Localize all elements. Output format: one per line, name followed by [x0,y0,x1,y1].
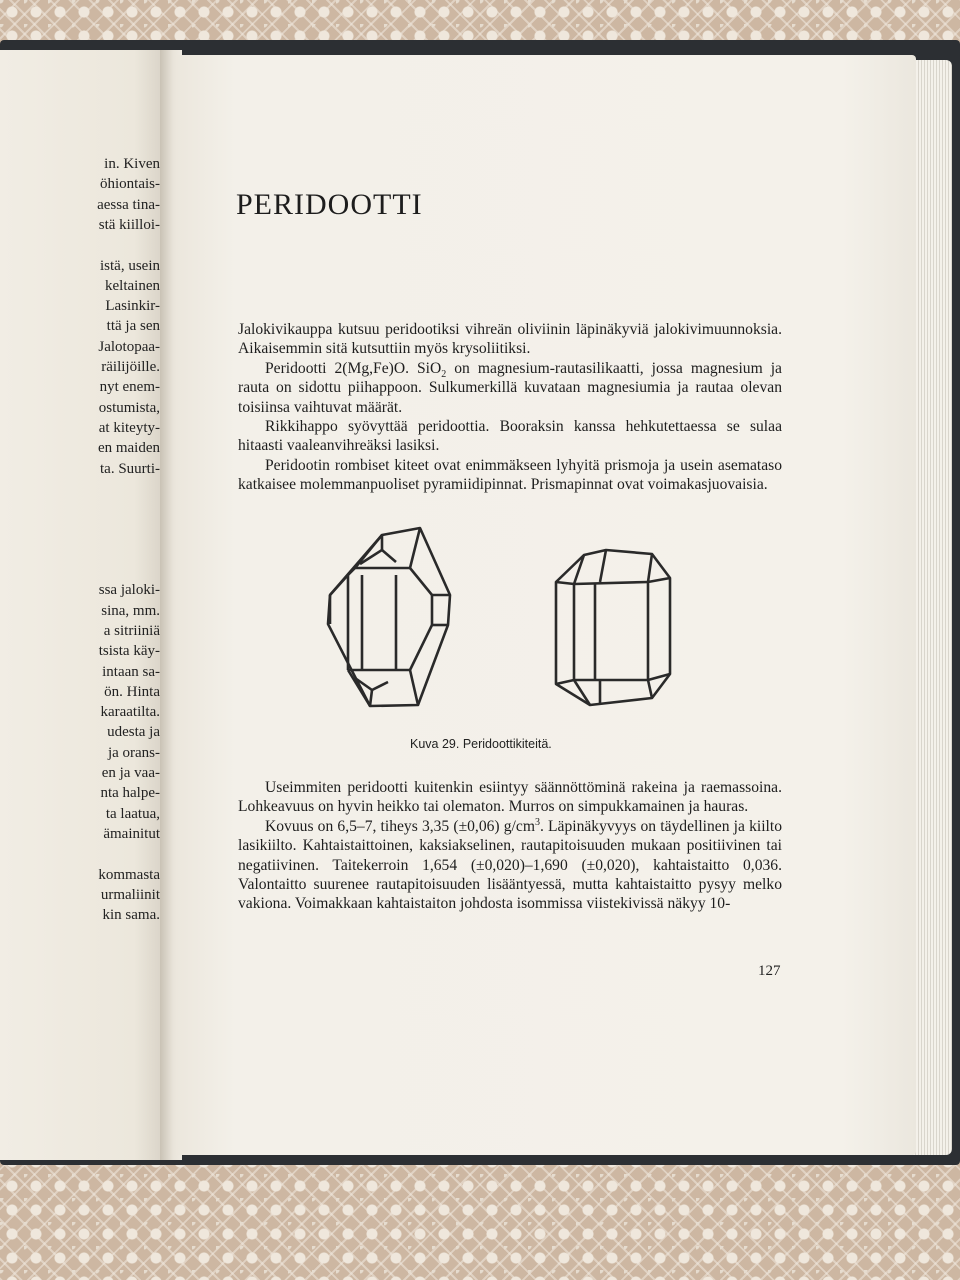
left-page-line: intaan sa- [102,663,160,680]
crystal-right [556,550,670,705]
crystal-left [328,528,450,706]
crystal-figure [300,520,770,720]
left-page-line: aessa tina- [97,196,160,213]
left-page [0,50,168,1160]
left-page-line: ta. Suurti- [100,460,160,477]
body-paragraph-2: Kovuus on 6,5–7, tiheys 3,35 (±0,06) $g/cm^3$. Läpinäkyvyys on täydellinen ja kiilto lasikiilto. Kahtaistaittoinen, kaksiakselinen, rautapitoisuuden mukaan positiivinen tai negatiivinen. Taitekerroin 1,654 (±0,020)–1,690 (±0,020), kahtaistaitto 0,036. Valontaitto suurenee rautapitoisuuden lisääntyessä, mutta kahtaistaitto pysyy melko vakiona. Voimakkaan kahtaistaiton johdosta isommissa viistekivissä näkyy 10- [238,816,782,913]
left-page-line: urmaliinit [100,886,160,903]
left-page-line: nta halpe- [100,785,160,802]
figure-caption: Kuva 29. Peridoottikiteitä. [410,737,552,751]
left-page-line: öhiontais- [100,176,160,193]
left-page-line: en ja vaa- [101,765,160,781]
left-page-line: a sitriiniä [103,622,160,639]
left-page-line: ämainitut [103,825,160,842]
left-page-line: ön. Hinta [104,683,160,700]
intro-paragraph-2: Peridootti 2(Mg,Fe)O. SiO$_2$ on magnesium-rautasilikaatti, jossa magnesium ja rauta on sidottu piihappoon. Sulkumerkillä kuvataan magnesiumia ja rautaa olevan toisiinsa vaihtuvat määrät. [238,359,782,416]
left-page-line: kin sama. [102,907,160,924]
left-page-line: stä kiilloi- [98,216,160,233]
left-page-line: in. Kiven [104,156,160,172]
left-page-line: ssa jaloki- [98,582,160,599]
left-page-line: tsista käy- [98,643,160,660]
intro-paragraph-1: Jalokivikauppa kutsuu peridootiksi vihreän oliviinin läpinäkyviä jalokivimuunnoksia. Aikaisemmin sitä kutsuttiin myös krysoliitiksi. [238,321,782,358]
body-text [238,778,782,914]
peridot-crystal-drawings [300,520,770,720]
left-page-line: sina, mm. [101,602,160,619]
left-page-line: räilijöille. [101,359,160,375]
left-page-line: keltainen [105,277,160,294]
left-page-line: nyt enem- [99,379,160,396]
left-page-line: ja orans- [107,744,160,761]
intro-paragraph-3: Rikkihappo syövyttää peridoottia. Booraksin kanssa hehkutettaessa se sulaa hitaasti vaaleanvihreäksi lasiksi. [238,418,782,455]
left-page-line: at kiteyty- [98,419,160,436]
body-paragraph-1: Useimmiten peridootti kuitenkin esiintyy säännöttöminä rakeina ja raemassoina. Lohkeavuus on hyvin heikko tai olematon. Murros on simpukkamainen ja hauras. [238,779,782,816]
tablecloth-bottom [0,1150,960,1280]
left-page-line: ostumista, [98,399,160,416]
left-page-line: Jalotopaa- [98,338,160,355]
left-page-line: istä, usein [100,257,160,274]
left-page-line: karaatilta. [100,704,160,721]
intro-text [238,320,782,495]
left-page-line: ta laatua, [105,805,160,822]
page-title: PERIDOOTTI [236,188,423,222]
left-page-line: en maiden [97,440,160,457]
left-page-line: ttä ja sen [106,318,160,335]
left-page-line: Lasinkir- [105,298,160,315]
left-page-line: udesta ja [107,724,160,741]
left-page-line: kommasta [98,866,160,883]
page-number: 127 [758,963,781,979]
intro-paragraph-4: Peridootin rombiset kiteet ovat enimmäkseen lyhyitä prismoja ja usein asemataso katkaisee molemmanpuoliset pyramiidipinnat. Prismapinnat ovat voimakasjuovaisia. [238,456,782,494]
